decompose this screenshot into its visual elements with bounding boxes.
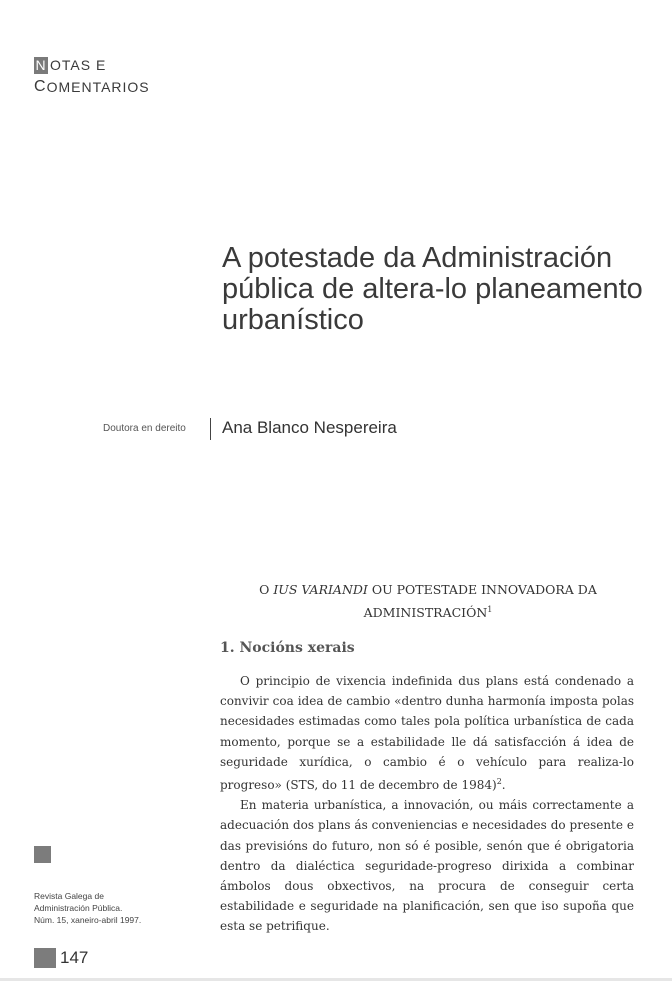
page-number: 147: [60, 948, 89, 967]
decorative-square: [34, 846, 51, 863]
bottom-rule: [0, 978, 672, 981]
subheading-italic: IUS VARIANDI: [273, 582, 368, 597]
article-title: [222, 243, 642, 336]
section-label-initial-box: N: [35, 56, 47, 73]
journal-line-2: Administración Pública.: [34, 903, 123, 913]
subheading-line2: ADMINISTRACIÓN: [363, 605, 488, 621]
title-line-3: urbanístico: [222, 304, 364, 336]
paragraph-1: O principio de vixencia indefinida dus plans está condenado a convivir coa idea de cambio «dentro dunha harmonía imposta polas necesidades estimadas como tales pola política urbanística de cada momento, porque se a estabilidade lle dá satisfacción á idea de seguridade xurídica, o cambio é o vehículo para realiza-lo progreso» (STS, do 11 de decembro de 1984)$^2$.: [220, 674, 634, 793]
journal-line-3: Núm. 15, xaneiro-abril 1997.: [34, 915, 142, 925]
title-line-1: A potestade da Administración: [222, 242, 613, 274]
section-heading: 1. Nocións xerais: [220, 640, 355, 656]
section-label-line1: OTAS E: [50, 57, 107, 73]
footnote-ref-1[interactable]: 1: [487, 605, 493, 614]
author-role: Doutora en dereito: [103, 423, 186, 434]
author-name: Ana Blanco Nespereira: [222, 418, 397, 437]
author-separator: [210, 418, 211, 440]
paragraph-2: En materia urbanística, a innovación, ou máis correctamente a adecuación dos plans ás conveniencias e necesidades do presente e das previsións do futuro, non só é posible, senón que é obrigatoria dentro da dialéctica seguridade-progreso dirixida a combinar ámbolos dous obxectivos, na procura de conseguir certa estabilidade e seguridade na planificación, sen que iso supoña que esta se petrifique.: [220, 798, 634, 934]
subheading-suffix: OU POTESTADE INNOVADORA DA: [367, 582, 597, 597]
footnote-ref-2[interactable]: 2: [496, 777, 502, 787]
title-line-2: pública de altera-lo planeamento: [222, 273, 643, 305]
page-number-box: [34, 948, 56, 968]
journal-line-1: Revista Galega de: [34, 891, 104, 901]
journal-citation: [34, 890, 141, 926]
section-label: [34, 54, 150, 98]
subheading-prefix: O: [259, 582, 274, 597]
body-text: [220, 671, 634, 937]
section-label-line2: OMENTARIOS: [46, 79, 150, 95]
section-label-line2-initial: C: [34, 78, 47, 95]
subheading: [218, 580, 638, 623]
